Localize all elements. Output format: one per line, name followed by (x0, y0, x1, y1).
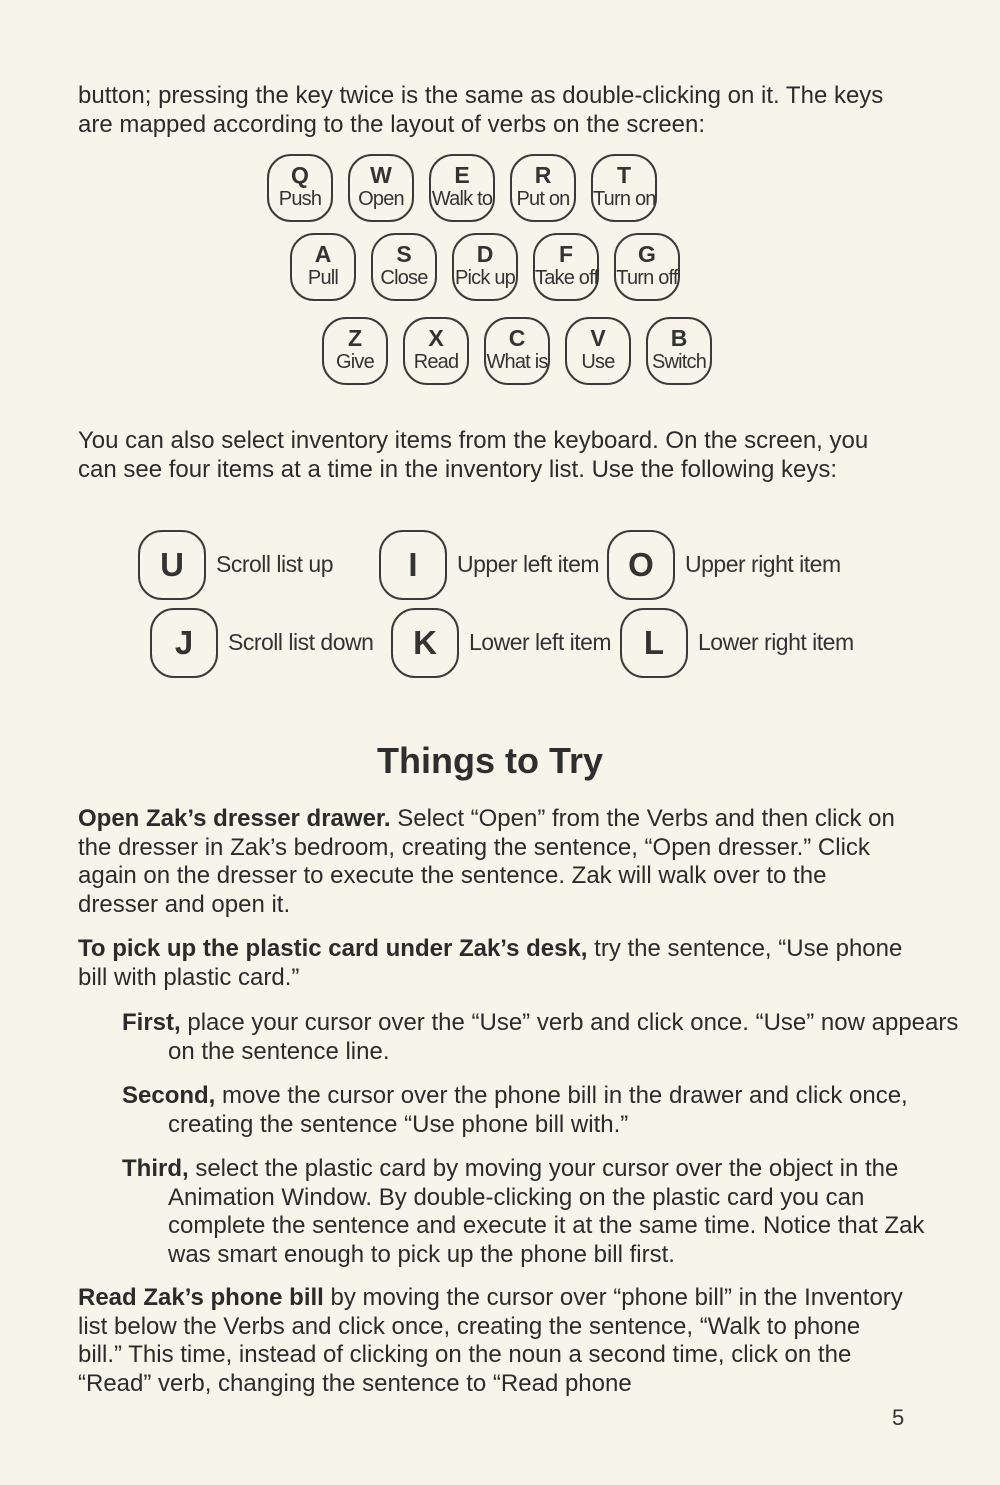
key-verb: Switch (651, 351, 707, 373)
key-verb: Pull (307, 267, 339, 289)
key-verb: Turn off (616, 267, 678, 289)
tip-bill-lead: Read Zak’s phone bill (78, 1284, 324, 1311)
tip-bill-body: by moving the cursor over “phone bill” in the Inventory list below the Verbs and click once, creating the sentence, “Walk to phone bill.” This time, instead of clicking on the noun a second time, click on the “Read” verb, changing the sentence to “Read phone (78, 1284, 903, 1397)
page-number: 5 (892, 1405, 905, 1430)
section-title: Things to Try (376, 740, 603, 781)
tip-dresser-body: Select “Open” from the Verbs and then click on the dresser in Zak’s bedroom, creating the sentence, “Open dresser.” Click again on the dresser to execute the sentence. Zak will walk over to the dresser and open it. (78, 805, 895, 918)
key-letter: S (396, 241, 412, 267)
verb-key-s (371, 233, 437, 301)
inventory-key-u: U (138, 530, 206, 600)
step-third-lead: Third, (122, 1155, 189, 1182)
verb-key-v (565, 317, 631, 385)
inventory-key-label: Upper right item (685, 551, 841, 577)
key-verb: Read (413, 351, 459, 373)
key-letter: Q (291, 162, 309, 188)
step-second-lead: Second, (122, 1082, 216, 1109)
key-verb: Close (380, 267, 428, 289)
tip-phone-bill (78, 1284, 908, 1398)
key-letter: G (638, 241, 656, 267)
intro-paragraph: button; pressing the key twice is the same as double-clicking on it. The keys are mapped according to the layout of verbs on the screen: (78, 82, 884, 138)
inventory-key-label: Lower left item (469, 629, 612, 655)
verb-key-r (510, 154, 576, 222)
verb-key-w (348, 154, 414, 222)
step-first-body: place your cursor over the “Use” verb and click once. “Use” now appears on the sentence line. (168, 1009, 959, 1065)
verb-key-f (533, 233, 599, 301)
key-letter: C (508, 325, 526, 351)
key-verb: Put on (516, 188, 570, 210)
inventory-key-k: K (391, 608, 459, 678)
inventory-key-i: I (379, 530, 447, 600)
step-third-body: select the plastic card by moving your cursor over the object in the Animation Window. By double-clicking on the plastic card you can complete the sentence and execute it at the same time. Notice that Zak was smart enough to pick up the phone bill first. (168, 1155, 925, 1268)
verb-key-e (429, 154, 495, 222)
inventory-key-label: Upper left item (457, 551, 600, 577)
key-letter: T (616, 162, 632, 188)
tip-card-body: try the sentence, “Use phone bill with plastic card.” (78, 935, 903, 991)
key-verb: Push (278, 188, 322, 210)
inventory-paragraph: You can also select inventory items from the keyboard. On the screen, you can see four items at a time in the inventory list. Use the following keys: (78, 427, 869, 483)
verb-key-b (646, 317, 712, 385)
key-letter: W (370, 162, 392, 188)
verb-key-z (322, 317, 388, 385)
step-third (122, 1155, 968, 1269)
inventory-key-label: Scroll list down (228, 629, 374, 655)
step-second-body: move the cursor over the phone bill in the drawer and click once, creating the sentence “Use phone bill with.” (168, 1082, 908, 1138)
step-first-lead: First, (122, 1009, 181, 1036)
key-verb: Pick up (455, 267, 515, 289)
key-verb: Walk to (431, 188, 493, 210)
verb-key-g (614, 233, 680, 301)
key-verb: Use (581, 351, 615, 373)
key-verb: What is (486, 351, 548, 373)
step-first (122, 1009, 968, 1066)
key-letter: X (428, 325, 444, 351)
key-verb: Give (336, 351, 374, 373)
key-letter: D (476, 241, 494, 267)
tip-card-lead: To pick up the plastic card under Zak’s desk, (78, 935, 588, 962)
verb-key-q (267, 154, 333, 222)
tip-plastic-card (78, 935, 908, 992)
key-letter: B (670, 325, 688, 351)
tip-dresser (78, 805, 908, 919)
step-second (122, 1082, 968, 1139)
key-letter: A (314, 241, 332, 267)
key-letter: E (454, 162, 470, 188)
verb-key-a (290, 233, 356, 301)
verb-key-c (484, 317, 550, 385)
tip-dresser-lead: Open Zak’s dresser drawer. (78, 805, 391, 832)
inventory-key-l: L (620, 608, 688, 678)
verb-key-d (452, 233, 518, 301)
key-letter: V (590, 325, 606, 351)
inventory-key-label: Lower right item (698, 629, 854, 655)
inventory-key-j: J (150, 608, 218, 678)
verb-key-x (403, 317, 469, 385)
key-verb: Take off (535, 267, 599, 289)
key-letter: F (558, 241, 574, 267)
verb-key-t (591, 154, 657, 222)
inventory-key-o: O (607, 530, 675, 600)
inventory-key-label: Scroll list up (216, 551, 333, 577)
key-letter: Z (347, 325, 363, 351)
key-verb: Open (358, 188, 404, 210)
key-verb: Turn on (593, 188, 656, 210)
key-letter: R (534, 162, 552, 188)
